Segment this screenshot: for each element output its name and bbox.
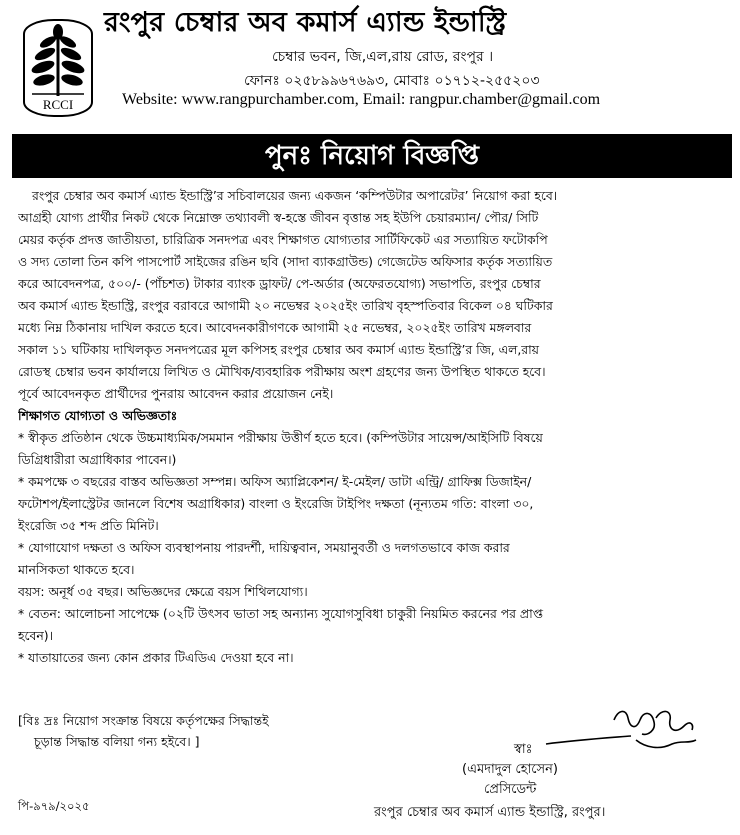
requirement-line: হবেন)। [18,628,54,643]
requirement-line: বয়স: অনূর্ধ ৩৫ বছর। অভিজ্ঞদের ক্ষেত্রে বয়স শিথিলযোগ্য। [18,584,308,599]
body-line: করে আবেদনপত্র, ৫০০/- (পাঁচশত) টাকার ব্যাংক ড্রাফট/ পে-অর্ডার (অফেরতযোগ্য) সভাপতি, রংপুর চেম্বার [18,276,541,291]
notice-page [4,2,734,831]
notice-title-banner: পুনঃ নিয়োগ বিজ্ঞপ্তি [12,134,732,178]
signatory-organization: রংপুর চেম্বার অব কমার্স এ্যান্ড ইন্ডাস্ট্রি, রংপুর। [374,805,606,820]
requirement-line: ডিগ্রিধারীরা অগ্রাধিকার পাবেন।) [18,452,177,467]
requirement-line: * বেতন: আলোচনা সাপেক্ষে (০২টি উৎসব ভাতা সহ অন্যান্য সুযোগসুবিধা চাকুরী নিয়মিত করনের পর প্রাপ্ত [18,606,543,621]
body-line: মধ্যে নিম্ন ঠিকানায় দাখিল করতে হবে। আবেদনকারীগণকে আগামী ২৫ নভেম্বর, ২০২৫ইং তারিখ মঙ্গলবার [18,320,532,335]
body-line: অব কমার্স এ্যান্ড ইন্ডাস্ট্রি, রংপুর বরাবরে আগামী ২০ নভেম্বর ২০২৫ইং তারিখ বৃহস্পতিবার বিকেল ০৪ ঘটিকার [18,298,553,313]
requirement-line: ফটোশপ/ইলাস্ট্রেটর জানলে বিশেষ অগ্রাধিকার) বাংলা ও ইংরেজি টাইপিং দক্ষতা (নূন্যতম গতি: বাংলা ৩০, [18,496,534,511]
requirement-line: * কমপক্ষে ৩ বছরের বাস্তব অভিজ্ঞতা সম্পন্ন। অফিস অ্যাপ্লিকেশন/ ই-মেইল/ ডাটা এন্ট্রি/ গ্রাফিক্স ডিজাইন/ [18,474,532,489]
signatory-name: (এমদাদুল হোসেন) [462,762,558,777]
body-line: সকাল ১১ ঘটিকায় দাখিলকৃত সনদপত্রের মূল কপিসহ রংপুর চেম্বার অব কমার্স এ্যান্ড ইন্ডাস্ট্রি’র জি, এল,রায় [18,342,539,357]
body-line: পূর্বে আবেদনকৃত প্রার্থীদের পুনরায় আবেদন করার প্রয়োজন নেই। [18,386,334,401]
organization-title: রংপুর চেম্বার অব কমার্স এ্যান্ড ইন্ডাস্ট্রি [104,7,507,38]
body-line: রংপুর চেম্বার অব কমার্স এ্যান্ড ইন্ডাস্ট্রি’র সচিবালয়ের জন্য একজন ‘কম্পিউটার অপারেটর’ নিয়োগ করা হবে। [32,188,558,203]
body-line: মেয়র কর্তৃক প্রদত্ত জাতীয়তা, চারিত্রিক সনদপত্র এবং শিক্ষাগত যোগ্যতার সার্টিফিকেট এর সত্যায়িত ফটোকপি [18,232,548,247]
qualifications-heading: শিক্ষাগত যোগ্যতা ও অভিজ্ঞতাঃ [18,408,178,423]
handwritten-signature-icon [536,700,716,760]
signature-label: স্বাঃ [514,742,533,757]
body-line: আগ্রহী যোগ্য প্রার্থীর নিকট থেকে নিম্নোক্ত তথ্যাবলী স্ব-হস্তে জীবন বৃত্তান্ত সহ ইউপি চেয়ারম্যান/ পৌর/ সিটি [18,210,539,225]
body-line: রোডস্থ চেম্বার ভবন কার্যালয়ে লিখিত ও মৌখিক/ব্যবহারিক পরীক্ষায় অংশ গ্রহণের জন্য উপস্থিত থাকতে হবে। [18,364,546,379]
reference-number: পি-৯৭৯/২০২৫ [18,799,90,813]
svg-text:RCCI: RCCI [42,97,74,112]
address: চেম্বার ভবন, জি,এল,রায় রোড, রংপুর । [272,49,494,65]
website-email: Website: www.rangpurchamber.com, Email: rangpur.chamber@gmail.com [122,91,601,108]
note-line-1: [বিঃ দ্রঃ নিয়োগ সংক্রান্ত বিষয়ে কর্তৃপক্ষের সিদ্ধান্তই [18,713,269,728]
requirement-line: * যোগাযোগ দক্ষতা ও অফিস ব্যবস্থাপনায় পারদর্শী, দায়িত্ববান, সময়ানুবর্তী ও দলগতভাবে কাজ করার [18,540,510,555]
signatory-designation: প্রেসিডেন্ট [484,782,537,797]
requirement-line: * যাতায়াতের জন্য কোন প্রকার টিএডিএ দেওয়া হবে না। [18,650,294,665]
body-line: ও সদ্য তোলা তিন কপি পাসপোর্ট সাইজের রঙিন ছবি (সাদা ব্যাকগ্রাউন্ড) গেজেটেড অফিসার কর্তৃক সত্যায়িত [18,254,553,269]
notice-body [18,185,732,669]
requirement-line: মানসিকতা থাকতে হবে। [18,562,135,577]
note-line-2: চূড়ান্ত সিদ্ধান্ত বলিয়া গন্য হইবে। ] [34,734,200,749]
requirement-line: * স্বীকৃত প্রতিষ্ঠান থেকে উচ্চমাধ্যমিক/সমমান পরীক্ষায় উত্তীর্ণ হতে হবে। (কম্পিউটার সায়েন্স/আইসিটি বিষয়ে [18,430,543,445]
requirement-line: ইংরেজি ৩৫ শব্দ প্রতি মিনিট। [18,518,159,533]
rcci-logo-icon [22,18,94,118]
note-box [18,710,269,752]
phone-numbers: ফোনঃ ০২৫৮৯৯৬৭৬৯৩, মোবাঃ ০১৭১২-২৫৫২০৩ [244,73,540,89]
